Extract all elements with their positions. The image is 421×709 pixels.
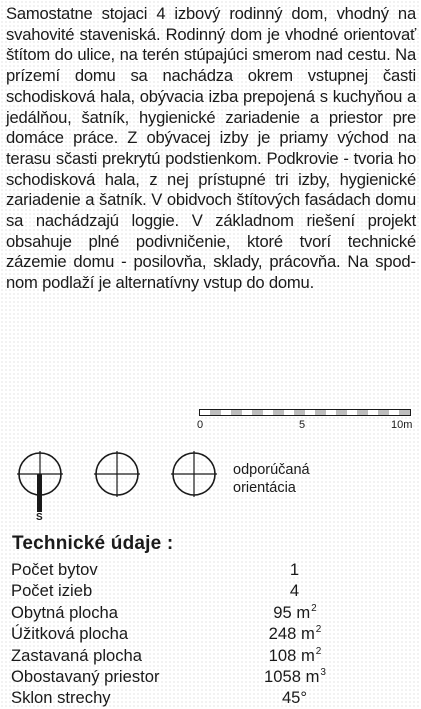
tech-label: Obostavaný priestor xyxy=(11,666,160,686)
technical-data-title: Technické údaje : xyxy=(12,533,174,554)
scale-bar xyxy=(199,409,411,415)
scale-label-10m: 10m xyxy=(391,419,413,431)
tech-row-rooms xyxy=(11,580,351,601)
tech-label: Zastavaná plocha xyxy=(11,645,142,665)
tech-label: Počet izieb xyxy=(11,581,93,601)
recommended-orientation-label xyxy=(233,461,310,497)
tech-value: 95 $m^2$ xyxy=(273,602,317,622)
south-arrow-icon xyxy=(37,474,43,512)
tech-row-built-volume xyxy=(11,666,351,687)
technical-data-list xyxy=(11,559,351,709)
tech-row-flats xyxy=(11,559,351,580)
tech-row-built-area xyxy=(11,645,351,666)
compass-icon-2 xyxy=(94,451,140,497)
tech-row-roof-pitch xyxy=(11,687,351,708)
tech-value: 248 $m^2$ xyxy=(268,624,322,644)
tech-label: Počet bytov xyxy=(11,560,98,579)
recommended-orientation-line2: orientácia xyxy=(233,480,296,496)
scale-label-0: 0 xyxy=(197,419,204,431)
tech-label: Úžitková plocha xyxy=(11,624,129,644)
south-label: S xyxy=(36,512,43,523)
tech-value: 45° xyxy=(281,688,308,708)
tech-row-living-area xyxy=(11,602,351,623)
scale-bar-graphic xyxy=(199,409,411,416)
tech-label: Obytná plocha xyxy=(11,602,119,622)
project-description: Samostatne stojaci 4 izbový rodinný dom, vhodný na svahovité staveniská. Rodinný dom je vhodné orientovať štítom do ulice, na terén stúpajúci smerom nad cestu. Na prízemí domu sa nachádza okrem vstupnej časti schodisková hala, obývacia izba prepojená s kuchyňou a jedálňou, šatník, hygienické zariadenie a priestor pre domáce práce. Z obývacej izby je priamy východ na terasu sčasti prekrytú podstienkom. Podkrovie - tvoria ho schodisková hala, z nej prístupné tri izby, hygienické zariadenie a šatník. V obidvoch štítových fasádach domu sa nachádzajú loggie. V základnom riešení projekt obsahuje plné podivničenie, ktoré tvorí technické zázemie domu - posilovňa, sklady, prácovňa. Na spodnom podlaží je alternatívny vstup do domu. xyxy=(6,4,416,293)
tech-row-usable-area xyxy=(11,623,351,644)
compass-icon-3 xyxy=(171,451,217,497)
tech-value: 1058 $m^3$ xyxy=(264,666,326,686)
recommended-orientation-line1: odporúčaná xyxy=(233,462,310,478)
tech-label: Sklon strechy xyxy=(11,688,111,708)
tech-value: 108 $m^2$ xyxy=(268,645,322,665)
tech-value: 1 xyxy=(289,560,300,579)
scale-label-5: 5 xyxy=(299,419,306,431)
tech-value: 4 xyxy=(289,581,300,601)
